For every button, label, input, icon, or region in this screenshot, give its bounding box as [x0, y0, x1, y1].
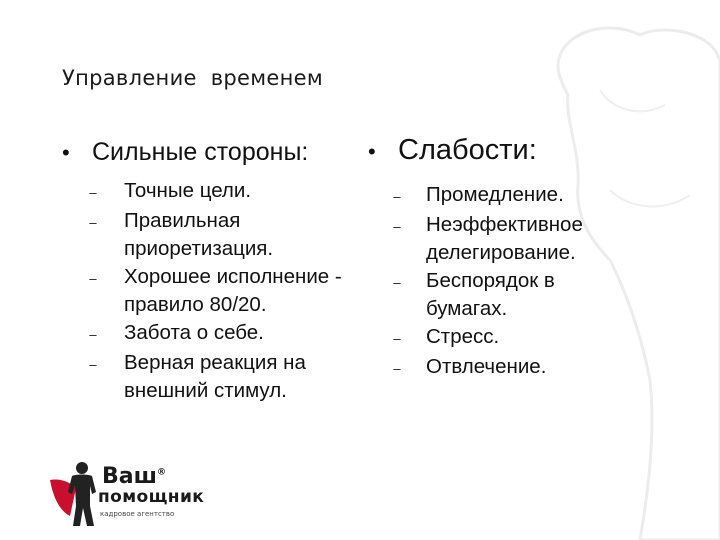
- weaknesses-heading: Слабости:: [398, 134, 537, 166]
- company-logo: [46, 458, 246, 528]
- list-item-text: Верная реакция на внешний стимул.: [124, 351, 306, 402]
- list-item: [368, 211, 638, 267]
- strengths-heading-row: [62, 138, 352, 167]
- dash-icon: –: [89, 185, 97, 200]
- list-item: [62, 177, 352, 207]
- list-item-text: Неэффективное делегирование.: [426, 213, 583, 264]
- bullet-icon: •: [368, 139, 376, 164]
- list-item: [62, 319, 352, 349]
- dash-icon: –: [393, 219, 401, 234]
- list-item: [62, 349, 352, 405]
- dash-icon: –: [89, 271, 97, 286]
- list-item-text: Промедление.: [426, 183, 564, 206]
- list-item: [368, 353, 638, 383]
- strengths-column: [62, 138, 352, 405]
- dash-icon: –: [89, 327, 97, 342]
- dash-icon: –: [89, 215, 97, 230]
- list-item: [62, 263, 352, 319]
- slide-title: Управление временем: [62, 66, 323, 90]
- weaknesses-column: [368, 134, 638, 383]
- list-item-text: Стресс.: [426, 325, 500, 348]
- list-item: [368, 323, 638, 353]
- logo-line1: Ваш®: [102, 464, 166, 489]
- logo-line2: помощник: [98, 487, 205, 507]
- list-item-text: Забота о себе.: [124, 321, 264, 344]
- weaknesses-heading-row: [368, 134, 638, 167]
- dash-icon: –: [393, 275, 401, 290]
- strengths-list: [62, 177, 352, 405]
- superhero-logo-icon: [46, 458, 102, 528]
- list-item-text: Хорошее исполнение - правило 80/20.: [124, 265, 342, 316]
- list-item-text: Беспорядок в бумагах.: [426, 269, 555, 320]
- list-item: [368, 181, 638, 211]
- dash-icon: –: [393, 361, 401, 376]
- dash-icon: –: [89, 357, 97, 372]
- list-item-text: Отвлечение.: [426, 355, 547, 378]
- dash-icon: –: [393, 331, 401, 346]
- strengths-heading: Сильные стороны:: [92, 138, 309, 166]
- list-item: [62, 207, 352, 263]
- weaknesses-list: [368, 181, 638, 383]
- list-item: [368, 267, 638, 323]
- logo-tagline: кадровое агентство: [100, 510, 175, 518]
- list-item-text: Правильная приоретизация.: [124, 209, 274, 260]
- dash-icon: –: [393, 189, 401, 204]
- list-item-text: Точные цели.: [124, 179, 252, 202]
- bullet-icon: •: [62, 140, 70, 165]
